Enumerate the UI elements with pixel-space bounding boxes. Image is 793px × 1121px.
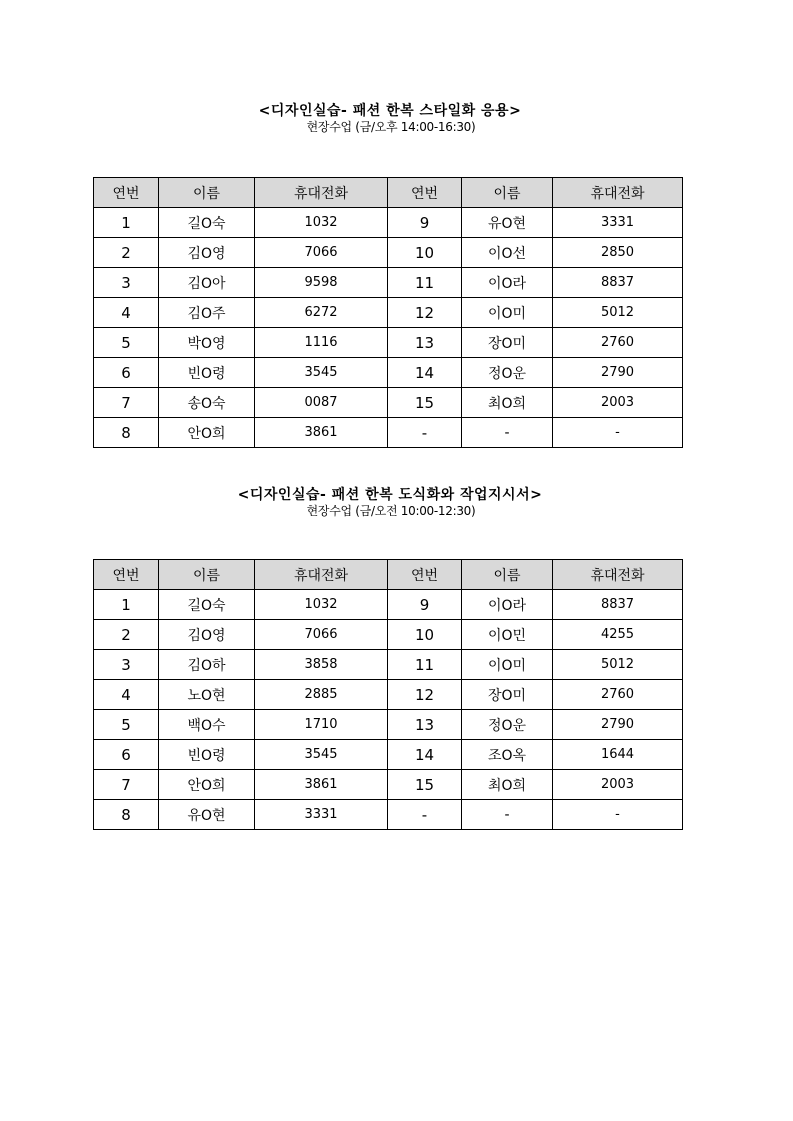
cell-seq: 1 [94,590,159,620]
cell-name: 빈O령 [159,740,255,770]
section-subtitle: 현장수업 (금/오후 14:00-16:30) [306,120,476,134]
table-row [94,620,683,650]
cell-seq: 1 [94,208,159,238]
cell-name: 안O희 [159,770,255,800]
cell-seq: 6 [94,358,159,388]
header-name: 이름 [462,178,553,208]
cell-phone: 2003 [553,770,683,800]
cell-seq: 11 [388,268,462,298]
table-row [94,680,683,710]
cell-name: 조O옥 [462,740,553,770]
cell-seq: 7 [94,388,159,418]
table-row [94,238,683,268]
cell-name: 이O라 [462,268,553,298]
cell-seq: 5 [94,710,159,740]
cell-seq: 7 [94,770,159,800]
cell-phone: 2760 [553,680,683,710]
header-phone: 휴대전화 [255,560,388,590]
header-seq: 연번 [388,560,462,590]
cell-seq: 4 [94,298,159,328]
cell-seq: - [388,800,462,830]
cell-phone: - [553,418,683,448]
cell-name: 유O현 [462,208,553,238]
cell-seq: 2 [94,620,159,650]
header-seq: 연번 [94,178,159,208]
cell-seq: 3 [94,650,159,680]
cell-phone: 2003 [553,388,683,418]
cell-seq: 15 [388,770,462,800]
table-row [94,328,683,358]
table-row [94,770,683,800]
cell-name: 이O미 [462,650,553,680]
header-phone: 휴대전화 [255,178,388,208]
cell-phone: 2885 [255,680,388,710]
cell-name: 안O희 [159,418,255,448]
cell-phone: 3331 [553,208,683,238]
cell-name: 장O미 [462,680,553,710]
table-row [94,710,683,740]
cell-seq: 3 [94,268,159,298]
cell-seq: 4 [94,680,159,710]
header-name: 이름 [462,560,553,590]
cell-phone: 5012 [553,650,683,680]
cell-name: 김O하 [159,650,255,680]
table-row [94,358,683,388]
header-phone: 휴대전화 [553,178,683,208]
header-name: 이름 [159,560,255,590]
cell-name: 최O희 [462,770,553,800]
header-row [94,178,683,208]
cell-phone: 8837 [553,268,683,298]
cell-phone: 1710 [255,710,388,740]
table-row [94,388,683,418]
cell-phone: 3545 [255,740,388,770]
table-row [94,590,683,620]
cell-name: 이O미 [462,298,553,328]
cell-name: 김O영 [159,620,255,650]
cell-name: 정O운 [462,710,553,740]
cell-seq: 8 [94,800,159,830]
cell-seq: 2 [94,238,159,268]
cell-name: 이O선 [462,238,553,268]
header-seq: 연번 [94,560,159,590]
header-name: 이름 [159,178,255,208]
cell-seq: 8 [94,418,159,448]
cell-phone: 5012 [553,298,683,328]
header-seq: 연번 [388,178,462,208]
cell-seq: 6 [94,740,159,770]
cell-phone: 3331 [255,800,388,830]
cell-phone: 1116 [255,328,388,358]
cell-name: - [462,418,553,448]
table-row [94,268,683,298]
roster-table [93,559,683,830]
cell-name: 백O수 [159,710,255,740]
roster-table [93,177,683,448]
cell-name: 김O아 [159,268,255,298]
section-title: <디자인실습- 패션 한복 스타일화 응용> [258,103,522,119]
cell-name: 정O운 [462,358,553,388]
cell-seq: 13 [388,328,462,358]
cell-seq: 15 [388,388,462,418]
cell-seq: 14 [388,740,462,770]
table-row [94,298,683,328]
cell-phone: 1032 [255,590,388,620]
section-subtitle: 현장수업 (금/오전 10:00-12:30) [306,504,476,518]
cell-seq: 12 [388,298,462,328]
cell-name: 길O숙 [159,208,255,238]
cell-phone: 3861 [255,770,388,800]
cell-name: 빈O령 [159,358,255,388]
cell-seq: 5 [94,328,159,358]
cell-phone: 8837 [553,590,683,620]
header-phone: 휴대전화 [553,560,683,590]
table-row [94,800,683,830]
cell-seq: 10 [388,238,462,268]
cell-name: 장O미 [462,328,553,358]
cell-phone: 9598 [255,268,388,298]
cell-name: 이O라 [462,590,553,620]
cell-name: 최O희 [462,388,553,418]
cell-phone: 1644 [553,740,683,770]
table-row [94,650,683,680]
cell-seq: 9 [388,590,462,620]
cell-seq: 14 [388,358,462,388]
cell-phone: 4255 [553,620,683,650]
table-row [94,740,683,770]
header-row [94,560,683,590]
cell-phone: - [553,800,683,830]
cell-name: 길O숙 [159,590,255,620]
cell-name: 이O민 [462,620,553,650]
cell-name: 송O숙 [159,388,255,418]
cell-name: 박O영 [159,328,255,358]
cell-seq: 9 [388,208,462,238]
table-row [94,418,683,448]
cell-name: - [462,800,553,830]
cell-seq: - [388,418,462,448]
cell-phone: 2790 [553,710,683,740]
cell-seq: 12 [388,680,462,710]
section-title: <디자인실습- 패션 한복 도식화와 작업지시서> [237,487,543,503]
cell-seq: 11 [388,650,462,680]
cell-seq: 10 [388,620,462,650]
cell-phone: 3861 [255,418,388,448]
cell-phone: 2790 [553,358,683,388]
cell-phone: 6272 [255,298,388,328]
cell-name: 김O주 [159,298,255,328]
cell-phone: 7066 [255,238,388,268]
cell-phone: 3858 [255,650,388,680]
cell-phone: 3545 [255,358,388,388]
cell-name: 김O영 [159,238,255,268]
cell-phone: 0087 [255,388,388,418]
cell-name: 노O현 [159,680,255,710]
cell-name: 유O현 [159,800,255,830]
cell-phone: 2850 [553,238,683,268]
cell-phone: 1032 [255,208,388,238]
cell-seq: 13 [388,710,462,740]
cell-phone: 7066 [255,620,388,650]
cell-phone: 2760 [553,328,683,358]
table-row [94,208,683,238]
